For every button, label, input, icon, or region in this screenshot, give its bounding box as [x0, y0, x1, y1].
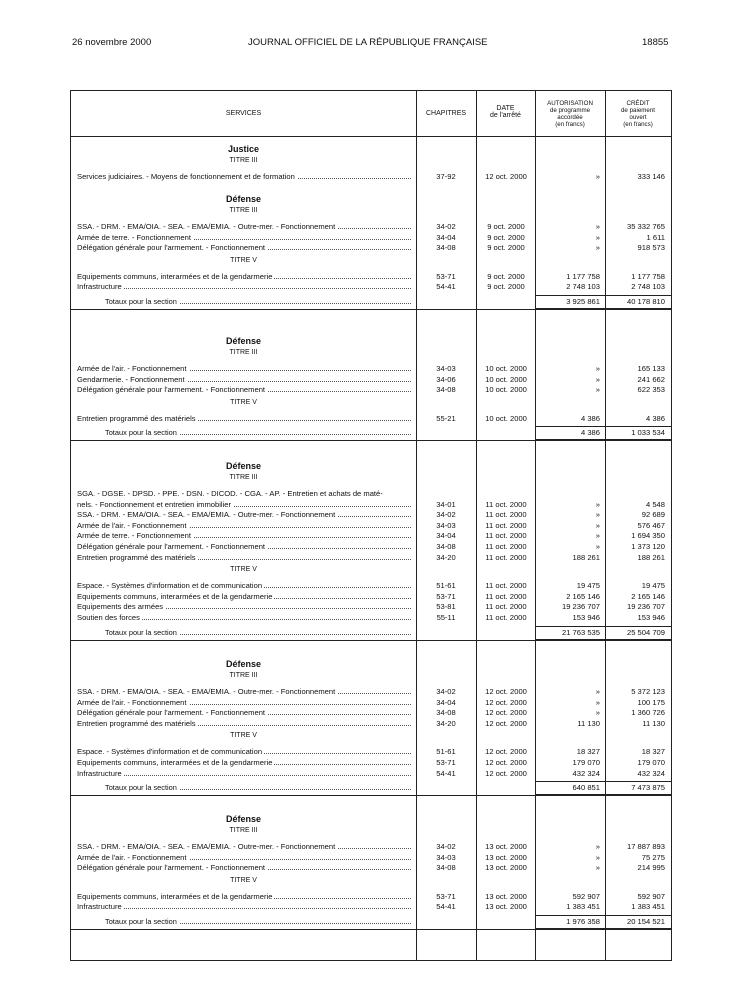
- service-label: [77, 271, 411, 282]
- autorisation-cell: 1 383 451: [566, 902, 600, 912]
- service-text: Entretien programmé des matériels: [77, 552, 196, 562]
- total-credit: 1 033 534: [631, 428, 665, 438]
- chapitre-cell: 54-41: [436, 768, 456, 778]
- chapitre-cell: 34-04: [436, 232, 456, 242]
- total-credit: 40 178 810: [626, 297, 665, 306]
- date-cell: 12 oct. 2000: [485, 687, 527, 696]
- service-text: Délégation générale pour l'armement. - Fonctionnement: [77, 243, 266, 253]
- credit-cell: 75 275: [641, 852, 665, 862]
- section-title: Défense: [225, 461, 261, 471]
- date-cell: 10 oct. 2000: [485, 364, 527, 373]
- service-label: [77, 591, 411, 602]
- date-cell: 12 oct. 2000: [485, 697, 527, 707]
- service-label: [77, 612, 411, 623]
- service-text: Délégation générale pour l'armement. - Fonctionnement: [77, 542, 266, 551]
- autorisation-cell: »: [595, 232, 600, 242]
- chapitre-cell: 34-02: [436, 510, 456, 520]
- titre-label: TITRE III: [229, 672, 258, 679]
- date-cell: 11 oct. 2000: [485, 510, 527, 520]
- col-header-services: SERVICES: [225, 110, 262, 117]
- service-label: [77, 488, 411, 499]
- chapitre-cell: 34-04: [436, 531, 456, 541]
- chapitre-cell: 51-61: [436, 581, 456, 591]
- service-text: Armée de terre. - Fonctionnement: [77, 232, 191, 242]
- autorisation-cell: »: [595, 687, 600, 696]
- titre-label: TITRE V: [230, 876, 257, 884]
- service-text: Délégation générale pour l'armement. - Fonctionnement: [77, 863, 266, 873]
- section-title: Défense: [225, 659, 261, 669]
- credit-cell: 576 467: [637, 520, 665, 530]
- service-label: [77, 509, 411, 520]
- table-row: [71, 901, 671, 912]
- section-total-row: [71, 916, 671, 927]
- section-title: Défense: [225, 336, 261, 346]
- service-label: [77, 697, 411, 708]
- table-row: [71, 520, 671, 531]
- chapitre-cell: 54-41: [436, 282, 456, 292]
- titre-label: TITRE III: [229, 207, 258, 214]
- service-text: SSA. - DRM. - EMA/OIA. - SEA. - EMA/EMIA. - Outre-mer. - Fonctionnement: [77, 687, 336, 696]
- header-date: 26 novembre 2000: [72, 37, 152, 48]
- autorisation-cell: 1 177 758: [566, 271, 600, 281]
- service-text: Infrastructure: [77, 282, 122, 292]
- service-label: [77, 552, 411, 563]
- chapitre-cell: 34-08: [436, 542, 456, 551]
- section-total-row: [71, 427, 671, 438]
- titre-label: TITRE V: [230, 398, 257, 406]
- service-text: Armée de l'air. - Fonctionnement: [77, 697, 187, 707]
- service-label: [77, 580, 411, 591]
- chapitre-cell: 53-71: [436, 891, 456, 901]
- total-credit: 7 473 875: [631, 783, 665, 793]
- date-cell: 11 oct. 2000: [485, 552, 527, 562]
- service-text: Gendarmerie. - Fonctionnement: [77, 374, 185, 384]
- chapitre-cell: 34-20: [436, 718, 456, 728]
- autorisation-cell: »: [595, 842, 600, 851]
- credit-cell: 918 573: [637, 243, 665, 253]
- titre-label: TITRE V: [230, 566, 257, 574]
- date-cell: 13 oct. 2000: [485, 902, 527, 912]
- credit-cell: 2 748 103: [631, 282, 665, 292]
- credit-cell: 1 383 451: [631, 902, 665, 912]
- credit-cell: 241 662: [637, 374, 665, 384]
- chapitre-cell: 34-02: [436, 687, 456, 696]
- date-cell: 13 oct. 2000: [485, 842, 527, 851]
- autorisation-cell: 188 261: [572, 552, 600, 562]
- autorisation-cell: 19 475: [576, 581, 600, 591]
- chapitre-cell: 34-08: [436, 243, 456, 253]
- autorisation-cell: »: [595, 172, 600, 181]
- date-cell: 10 oct. 2000: [485, 374, 527, 384]
- chapitre-cell: 34-20: [436, 552, 456, 562]
- table-row: [71, 852, 671, 863]
- section-title: Défense: [225, 194, 261, 204]
- section-rule: [71, 309, 671, 310]
- chapitre-cell: 34-02: [436, 222, 456, 231]
- autorisation-cell: »: [595, 531, 600, 541]
- credit-cell: 1 360 726: [631, 708, 665, 718]
- autorisation-cell: »: [595, 708, 600, 718]
- total-autorisation: 4 386: [580, 428, 600, 438]
- autorisation-cell: »: [595, 697, 600, 707]
- total-text: Totaux pour la section: [105, 297, 177, 306]
- service-label: [77, 891, 411, 902]
- journal-title: JOURNAL OFFICIEL DE LA RÉPUBLIQUE FRANÇAISE: [248, 37, 488, 48]
- total-autorisation: 640 851: [572, 783, 600, 793]
- date-cell: 10 oct. 2000: [485, 385, 527, 395]
- table-row: [71, 697, 671, 708]
- table-row: [71, 363, 671, 374]
- chapitre-cell: 34-04: [436, 697, 456, 707]
- service-label: [77, 374, 411, 385]
- titre-label: TITRE III: [229, 827, 258, 834]
- service-text: Infrastructure: [77, 768, 122, 778]
- autorisation-cell: »: [595, 499, 600, 509]
- date-cell: 13 oct. 2000: [485, 852, 527, 862]
- chapitre-cell: 53-71: [436, 758, 456, 767]
- date-cell: 11 oct. 2000: [485, 602, 527, 612]
- titre-label: TITRE V: [230, 256, 257, 264]
- autorisation-cell: 179 070: [572, 758, 600, 767]
- chapitre-cell: 53-71: [436, 271, 456, 281]
- section-total-row: [71, 782, 671, 793]
- service-label: [77, 520, 411, 531]
- service-text: Equipements communs, interarmées et de la gendarmerie: [77, 591, 273, 601]
- table-row: [71, 242, 671, 253]
- service-label: [77, 384, 411, 395]
- total-label: [105, 782, 411, 793]
- autorisation-cell: 11 130: [577, 718, 600, 728]
- table-row: [71, 862, 671, 873]
- service-label: [77, 901, 411, 912]
- date-cell: 13 oct. 2000: [485, 891, 527, 901]
- section-total-row: [71, 296, 671, 307]
- autorisation-cell: 2 748 103: [566, 282, 600, 292]
- table-row: [71, 686, 671, 697]
- credit-cell: 5 372 123: [631, 687, 665, 696]
- service-text: Délégation générale pour l'armement. - Fonctionnement: [77, 385, 266, 395]
- table-row: [71, 488, 671, 499]
- autorisation-cell: 592 907: [572, 891, 600, 901]
- autorisation-cell: »: [595, 374, 600, 384]
- date-cell: 9 oct. 2000: [487, 271, 525, 281]
- credit-cell: 188 261: [637, 552, 665, 562]
- chapitre-cell: 34-01: [436, 499, 456, 509]
- service-label: [77, 499, 411, 510]
- service-label: [77, 707, 411, 718]
- date-cell: 11 oct. 2000: [485, 520, 527, 530]
- table-row: [71, 232, 671, 243]
- section-rule: [71, 795, 671, 796]
- credit-cell: 333 146: [637, 172, 665, 181]
- credit-cell: 2 165 146: [631, 591, 665, 601]
- table-row: [71, 271, 671, 282]
- date-cell: 11 oct. 2000: [485, 613, 527, 622]
- autorisation-cell: 4 386: [580, 413, 600, 423]
- date-cell: 9 oct. 2000: [487, 282, 525, 292]
- credit-cell: 92 689: [641, 510, 665, 520]
- chapitre-cell: 34-08: [436, 708, 456, 718]
- date-cell: 12 oct. 2000: [485, 172, 527, 181]
- chapitre-cell: 34-08: [436, 863, 456, 873]
- chapitre-cell: 51-61: [436, 747, 456, 757]
- credit-cell: 622 353: [637, 385, 665, 395]
- service-label: [77, 841, 411, 852]
- section-title: Justice: [227, 144, 260, 154]
- total-text: Totaux pour la section: [105, 428, 177, 438]
- autorisation-cell: »: [595, 222, 600, 231]
- credit-cell: 18 327: [641, 747, 665, 757]
- chapitre-cell: 34-03: [436, 852, 456, 862]
- table-row: [71, 891, 671, 902]
- date-cell: 11 oct. 2000: [485, 542, 527, 551]
- date-cell: 9 oct. 2000: [487, 243, 525, 253]
- titre-label: TITRE III: [229, 157, 258, 164]
- credit-cell: 1 373 120: [631, 542, 665, 551]
- table-row: [71, 757, 671, 768]
- date-cell: 9 oct. 2000: [487, 222, 525, 231]
- service-label: [77, 686, 411, 697]
- service-text: Armée de l'air. - Fonctionnement: [77, 852, 187, 862]
- service-text: Espace. - Systèmes d'information et de communication: [77, 581, 263, 591]
- total-autorisation: 3 925 861: [566, 297, 600, 306]
- section-rule: [71, 440, 671, 441]
- autorisation-cell: »: [595, 364, 600, 373]
- autorisation-cell: »: [595, 510, 600, 520]
- credit-cell: 214 995: [637, 863, 665, 873]
- date-cell: 12 oct. 2000: [485, 747, 527, 757]
- chapitre-cell: 54-41: [436, 902, 456, 912]
- titre-label: TITRE V: [230, 732, 257, 740]
- table-row: [71, 499, 671, 510]
- table-row: [71, 580, 671, 591]
- service-label: [77, 221, 411, 232]
- autorisation-cell: »: [595, 542, 600, 551]
- leader-dots: [77, 775, 411, 776]
- autorisation-cell: »: [595, 863, 600, 873]
- credit-cell: 1 611: [646, 232, 665, 242]
- service-label: [77, 862, 411, 873]
- service-text: Soutien des forces: [77, 613, 140, 622]
- table-row: [71, 612, 671, 623]
- table-row: [71, 707, 671, 718]
- credit-cell: 432 324: [637, 768, 665, 778]
- service-text: nels. - Fonctionnement et entretien immobilier: [77, 499, 232, 509]
- autorisation-cell: »: [595, 243, 600, 253]
- total-text: Totaux pour la section: [105, 627, 177, 637]
- chapitre-cell: 53-71: [436, 591, 456, 601]
- leader-dots: [77, 288, 411, 289]
- col-header-chapitres: CHAPITRES: [425, 110, 467, 117]
- col-header-credit: CRÉDIT de paiement ouvert (en francs): [620, 100, 656, 128]
- autorisation-cell: 153 946: [572, 613, 600, 622]
- service-label: [77, 281, 411, 292]
- service-text: Espace. - Systèmes d'information et de communication: [77, 747, 263, 757]
- leader-dots: [77, 908, 411, 909]
- section-total-row: [71, 627, 671, 638]
- credit-cell: 1 694 350: [631, 531, 665, 541]
- chapitre-cell: 53-81: [436, 602, 456, 612]
- service-text: SSA. - DRM. - EMA/OIA. - SEA. - EMA/EMIA. - Outre-mer. - Fonctionnement: [77, 842, 336, 851]
- table-row: [71, 413, 671, 424]
- service-label: [77, 530, 411, 541]
- total-text: Totaux pour la section: [105, 783, 177, 793]
- service-text: Infrastructure: [77, 902, 122, 912]
- credit-cell: 1 177 758: [631, 271, 665, 281]
- titre-label: TITRE III: [229, 474, 258, 481]
- autorisation-cell: »: [595, 852, 600, 862]
- service-label: [77, 601, 411, 612]
- autorisation-cell: 432 324: [572, 768, 600, 778]
- credit-cell: 165 133: [637, 364, 665, 373]
- date-cell: 11 oct. 2000: [485, 499, 527, 509]
- chapitre-cell: 34-06: [436, 374, 456, 384]
- date-cell: 11 oct. 2000: [485, 591, 527, 601]
- total-autorisation: 21 763 535: [561, 627, 600, 637]
- credit-cell: 592 907: [637, 891, 665, 901]
- table-row: [71, 601, 671, 612]
- credit-cell: 17 887 893: [626, 842, 665, 851]
- total-credit: 25 504 709: [626, 627, 665, 637]
- col-header-autorisation: AUTORISATION de programme accordée (en francs): [547, 100, 593, 128]
- titre-label: TITRE III: [229, 349, 258, 356]
- service-text: Equipements communs, interarmées et de la gendarmerie: [77, 891, 273, 901]
- table-row: [71, 591, 671, 602]
- table-row: [71, 530, 671, 541]
- chapitre-cell: 34-03: [436, 520, 456, 530]
- chapitre-cell: 34-02: [436, 842, 456, 851]
- service-label: [77, 413, 411, 424]
- credit-cell: 11 130: [642, 718, 665, 728]
- service-label: [77, 171, 411, 182]
- service-label: [77, 718, 411, 729]
- service-text: Equipements communs, interarmées et de la gendarmerie: [77, 758, 273, 767]
- table-row: [71, 541, 671, 552]
- service-text: Entretien programmé des matériels: [77, 413, 196, 423]
- service-label: [77, 746, 411, 757]
- allocation-table: [70, 90, 672, 961]
- credit-cell: 179 070: [637, 758, 665, 767]
- chapitre-cell: 37-92: [436, 172, 456, 181]
- table-row: [71, 718, 671, 729]
- total-label: [105, 427, 411, 438]
- autorisation-cell: 2 165 146: [566, 591, 600, 601]
- credit-cell: 4 386: [645, 413, 665, 423]
- date-cell: 12 oct. 2000: [485, 768, 527, 778]
- service-label: [77, 242, 411, 253]
- total-label: [105, 916, 411, 927]
- date-cell: 12 oct. 2000: [485, 708, 527, 718]
- date-cell: 11 oct. 2000: [485, 531, 527, 541]
- table-row: [71, 768, 671, 779]
- autorisation-cell: »: [595, 385, 600, 395]
- service-text: Equipements communs, interarmées et de la gendarmerie: [77, 271, 273, 281]
- table-row: [71, 374, 671, 385]
- total-label: [105, 296, 411, 307]
- date-cell: 13 oct. 2000: [485, 863, 527, 873]
- credit-cell: 100 175: [637, 697, 665, 707]
- credit-cell: 35 332 765: [626, 222, 665, 231]
- service-text: Armée de terre. - Fonctionnement: [77, 531, 191, 541]
- chapitre-cell: 34-03: [436, 364, 456, 373]
- service-text: Services judiciaires. - Moyens de fonctionnement et de formation: [77, 172, 295, 181]
- autorisation-cell: 19 236 707: [561, 602, 600, 612]
- section-title: Défense: [225, 814, 261, 824]
- date-cell: 10 oct. 2000: [485, 413, 527, 423]
- autorisation-cell: 18 327: [576, 747, 600, 757]
- service-text: SGA. - DGSE. - DPSD. - PPE. - DSN. - DICOD. - CGA. - AP. - Entretien et achats de maté-: [77, 489, 383, 498]
- service-text: SSA. - DRM. - EMA/OIA. - SEA. - EMA/EMIA. - Outre-mer. - Fonctionnement: [77, 222, 336, 231]
- total-autorisation: 1 976 358: [566, 917, 600, 926]
- total-label: [105, 627, 411, 638]
- service-text: Délégation générale pour l'armement. - Fonctionnement: [77, 708, 266, 718]
- service-label: [77, 363, 411, 374]
- service-label: [77, 232, 411, 243]
- service-text: Armée de l'air. - Fonctionnement: [77, 520, 187, 530]
- table-row: [71, 509, 671, 520]
- page-number: 18855: [642, 37, 669, 48]
- service-text: Equipements des armées: [77, 602, 164, 612]
- credit-cell: 4 548: [645, 499, 665, 509]
- total-credit: 20 154 521: [626, 917, 665, 926]
- credit-cell: 153 946: [637, 613, 665, 622]
- chapitre-cell: 55-11: [436, 613, 456, 622]
- date-cell: 9 oct. 2000: [487, 232, 525, 242]
- table-row: [71, 221, 671, 232]
- autorisation-cell: »: [595, 520, 600, 530]
- service-label: [77, 757, 411, 768]
- chapitre-cell: 34-08: [436, 385, 456, 395]
- date-cell: 12 oct. 2000: [485, 758, 527, 767]
- total-text: Totaux pour la section: [105, 917, 177, 926]
- service-label: [77, 852, 411, 863]
- table-row: [71, 384, 671, 395]
- credit-cell: 19 236 707: [626, 602, 665, 612]
- service-text: Armée de l'air. - Fonctionnement: [77, 364, 187, 373]
- chapitre-cell: 55-21: [436, 413, 456, 423]
- table-row: [71, 171, 671, 182]
- section-rule: [71, 640, 671, 641]
- service-label: [77, 541, 411, 552]
- table-row: [71, 552, 671, 563]
- service-label: [77, 768, 411, 779]
- credit-cell: 19 475: [641, 581, 665, 591]
- service-text: Entretien programmé des matériels: [77, 718, 196, 728]
- table-row: [71, 841, 671, 852]
- table-row: [71, 746, 671, 757]
- col-header-date: DATE de l'arrêté: [490, 105, 521, 119]
- service-text: SSA. - DRM. - EMA/OIA. - SEA. - EMA/EMIA. - Outre-mer. - Fonctionnement: [77, 510, 336, 520]
- section-rule: [71, 929, 671, 930]
- date-cell: 12 oct. 2000: [485, 718, 527, 728]
- date-cell: 11 oct. 2000: [485, 581, 527, 591]
- table-row: [71, 281, 671, 292]
